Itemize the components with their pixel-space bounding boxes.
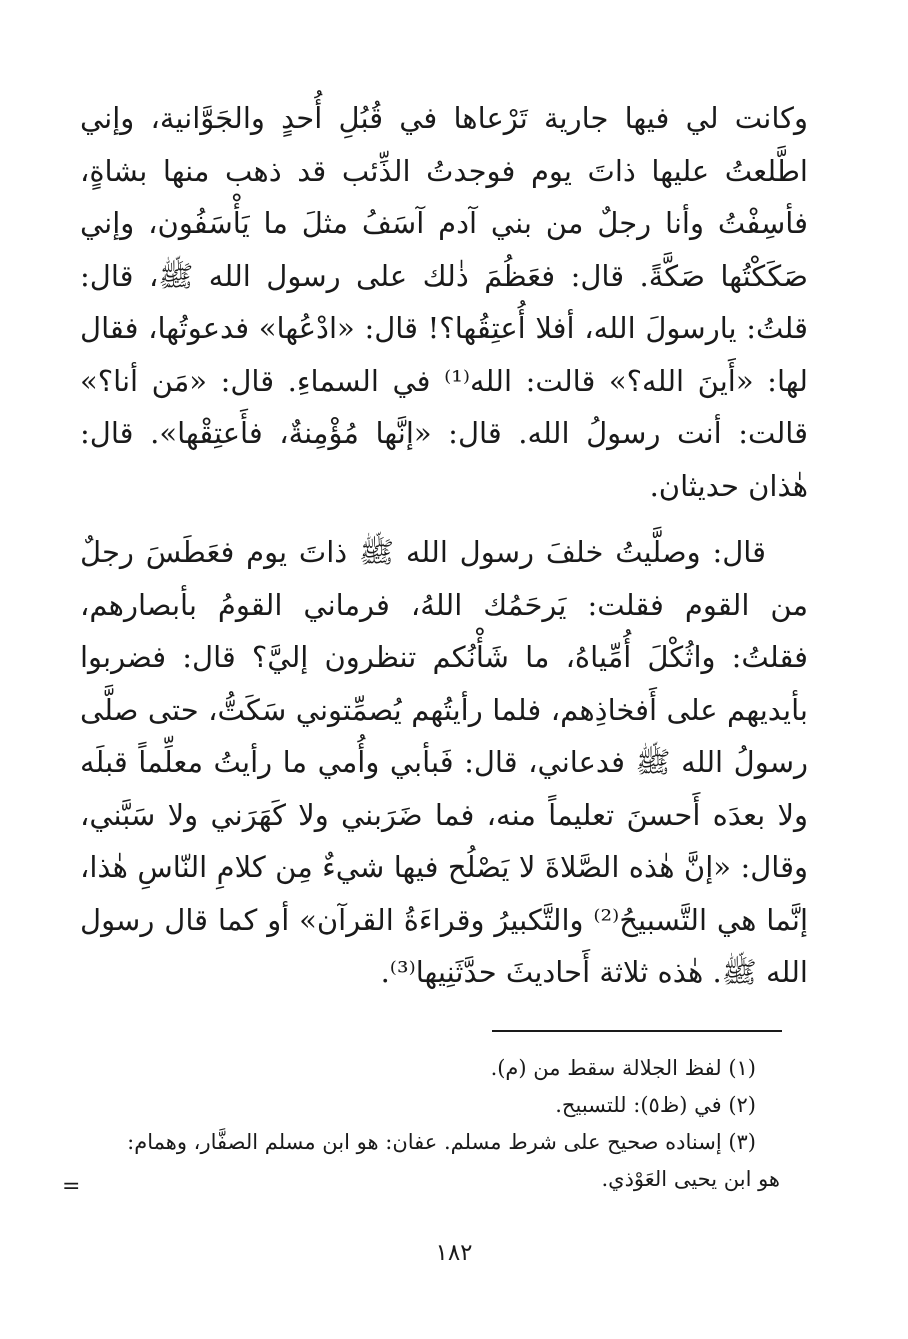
footnote: (١) لفظ الجلالة سقط من (م).: [490, 1056, 756, 1080]
footnote-separator: [492, 1030, 782, 1032]
footnote: (٢) في (ظ٥): للتسبيح.: [555, 1093, 756, 1117]
paragraph: قال: وصلَّيتُ خلفَ رسول الله ﷺ ذاتَ يوم فعَطَسَ رجلٌ من القوم فقلت: يَرحَمُك اللهُ، فرماني القومُ بأبصارهم، فقلتُ: واثُكْلَ أُمِّياهُ، ما شَأْنُكم تنظرون إليَّ؟ قال: فضربوا بأيديهم على أَفخاذِهم، فلما رأيتُهم يُصمِّتوني سَكَتُّ، حتى صلَّى رسولُ الله ﷺ فدعاني، قال: فَبأبي وأُمي ما رأيتُ معلِّماً قبلَه ولا بعدَه أَحسنَ تعليماً منه، فما ضَرَبني ولا كَهَرَني ولا سَبَّني، وقال: «إنَّ هٰذه الصَّلاةَ لا يَصْلُح فيها شيءٌ مِن كلامِ النّاسِ هٰذا، إنَّما هي التَّسبيحُ⁽²⁾ والتَّكبيرُ وقراءَةُ القرآن» أو كما قال رسول الله ﷺ. هٰذه ثلاثة أَحاديثَ حدَّثَنِيها⁽³⁾.: [80, 535, 809, 989]
footnote: (٣) إسناده صحيح على شرط مسلم. عفان: هو ابن مسلم الصفَّار، وهمام:: [127, 1130, 756, 1154]
main-text: [80, 92, 808, 999]
footnote-continuation: هو ابن يحيى العَوْذي.: [601, 1167, 780, 1191]
continuation-mark: =: [62, 1174, 81, 1199]
paragraph: وكانت لي فيها جارية تَرْعاها في قُبُلِ أُحدٍ والجَوَّانية، وإني اطَّلعتُ عليها ذاتَ يوم فوجدتُ الذِّئب قد ذهب منها بشاةٍ، فأسِفْتُ وأنا رجلٌ من بني آدم آسَفُ مثلَ ما يَأْسَفُون، وإني صَكَكْتُها صَكَّةً. قال: فعَظُمَ ذٰلك على رسول الله ﷺ، قال: قلتُ: يارسولَ الله، أفلا أُعتِقُها؟! قال: «ادْعُها» فدعوتُها، فقال لها: «أَينَ الله؟» قالت: الله⁽¹⁾ في السماءِ. قال: «مَن أنا؟» قالت: أنت رسولُ الله. قال: «إنَّها مُؤْمِنةٌ، فأَعتِقْها». قال: هٰذان حديثان.: [80, 101, 808, 503]
footnotes: [80, 1050, 780, 1198]
page-number: ١٨٢: [435, 1240, 473, 1266]
